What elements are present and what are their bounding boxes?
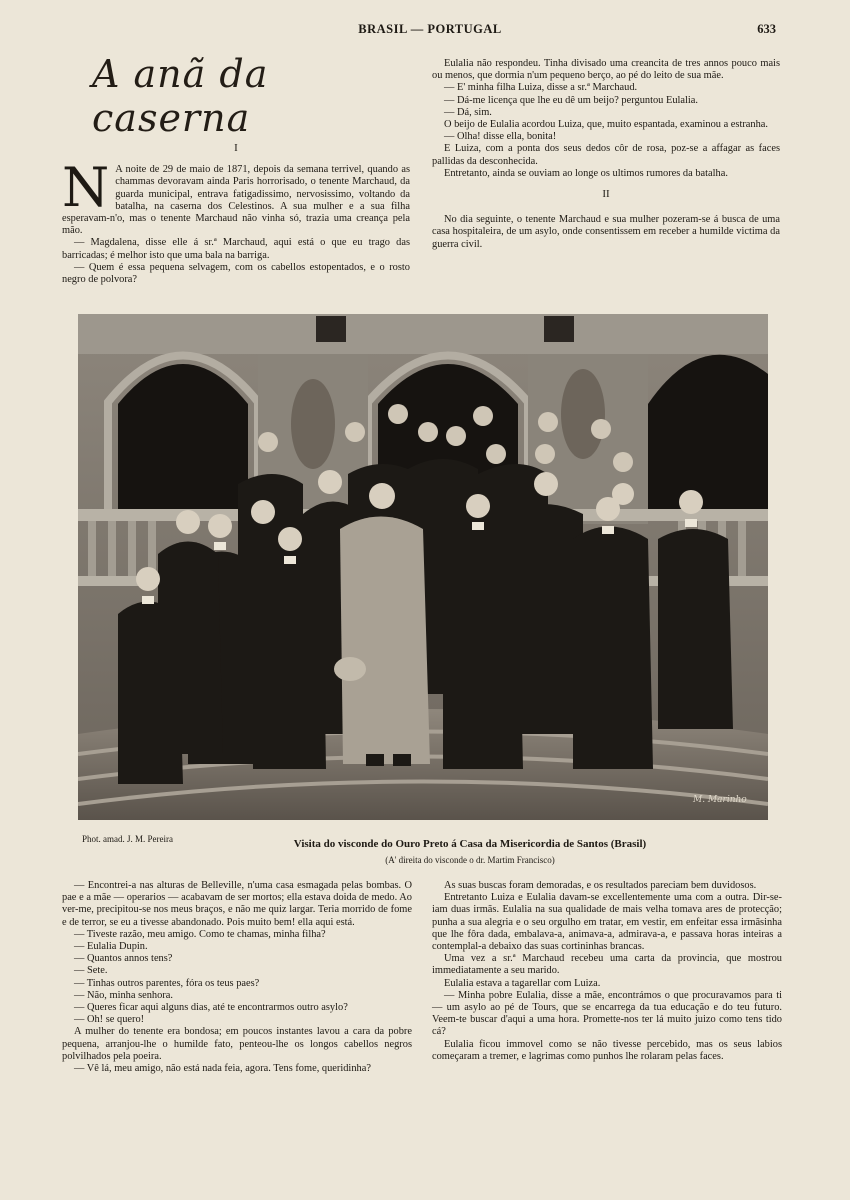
paragraph: — Magdalena, disse elle á sr.ª Marchaud, aqui está o que eu trago das barricadas; é melhor isto que uma bala na barriga. (62, 237, 410, 261)
paragraph: Eulalia ficou immovel como se não tivesse percebido, mas os seus labios começaram a tremer, e lagrimas como punhos lhe rolaram pelas faces. (432, 1038, 782, 1062)
paragraph: — Quem é essa pequena selvagem, com os cabellos estopentados, e o rosto negro de polvora? (62, 261, 410, 286)
photo-credit: Phot. amad. J. M. Pereira (82, 834, 173, 844)
paragraph: As suas buscas foram demoradas, e os resultados pareciam bem duvidosos. (444, 880, 757, 891)
paragraph: O beijo de Eulalia acordou Luiza, que, muito espantada, examinou a estranha. (444, 119, 769, 131)
paragraph: — Não, minha senhora. (74, 989, 173, 1001)
paragraph: — Tinhas outros parentes, fóra os teus paes? (74, 977, 260, 989)
paragraph: — E' minha filha Luiza, disse a sr.ª Marchaud. (444, 82, 638, 94)
paragraph: — Queres ficar aqui alguns dias, até te encontrarmos outro asylo? (74, 1002, 348, 1014)
paragraph: — Dá, sim. (444, 106, 492, 118)
page-number: 633 (757, 22, 776, 36)
paragraph: — Olha! disse ella, bonita! (444, 131, 557, 143)
paragraph: — Eulalia Dupin. (74, 941, 148, 953)
paragraph: — Tiveste razão, meu amigo. Como te chamas, minha filha? (74, 928, 326, 940)
photographer-signature: M. Marinho (693, 795, 747, 805)
paragraph: — Encontrei-a nas alturas de Belleville, n'uma casa esmagada pelas bombas. O pae e a mãe — operarios — acabavam de ser mortos; ella estava doida de medo. Ao ver-me, precipitou-se nos meus braços, e não me quiz largar. Teria morrido de fome e de terror, se eu a tivesse abandonado. Pois muito bem! ella aqui está. (62, 880, 412, 928)
paragraph: — Quantos annos tens? (74, 953, 173, 965)
section-number-2: II (602, 188, 610, 201)
paragraph: — Minha pobre Eulalia, disse a mãe, encontrámos o que procuravamos para ti — um asylo ao pé de Tours, que se encarrega da tua educação e do teu futuro. Veem-te buscar d'aqui a uma hora. Promette-nos ter lá muito juizo como tens tido cá? (432, 989, 782, 1038)
photo-subcaption: (A' direita do visconde o dr. Martim Francisco) (385, 855, 555, 865)
paragraph: Uma vez a sr.ª Marchaud recebeu uma carta da provincia, que mostrou immediatamente a seu marido. (432, 953, 782, 977)
right-column-bottom (432, 880, 782, 1063)
left-column-bottom (62, 880, 412, 1075)
photo-illustration (78, 314, 768, 820)
drop-cap: N (62, 156, 110, 220)
section-number-1: I (234, 142, 238, 154)
paragraph: — Vê lá, meu amigo, não está nada feia, agora. Tens fome, queridinha? (74, 1063, 371, 1075)
paragraph: Eulalia estava a tagarellar com Luiza. (444, 977, 601, 989)
paragraph: Eulalia não respondeu. Tinha divisado uma creancita de tres annos pouco mais ou menos, que dormia n'um pequeno berço, ao pé do leito de sua mãe. (432, 58, 780, 82)
paragraph: — Sete. (74, 965, 108, 977)
story-title: A anã da caserna (92, 52, 269, 140)
photo-caption: Visita do visconde do Ouro Preto á Casa da Misericordia de Santos (Brasil) (293, 838, 647, 850)
left-column-top (62, 136, 410, 286)
paragraph: No dia seguinte, o tenente Marchaud e sua mulher pozeram-se á busca de uma casa hospitaleira, de um asylo, onde consentissem em receber a humilde victima da guerra civil. (432, 214, 780, 250)
paragraph: N A noite de 29 de maio de 1871, depois da semana terrivel, quando as chammas devoravam ainda Paris horrorisado, o tenente Marchaud, da guarda municipal, entrava fatigadissimo, nervosissimo, voltando da batalha, na caserna dos Celestinos. A sua mulher e a sua filha esperavam-n'o, mas o tenente Marchaud não vinha só, trazia uma creança pela mão. (62, 156, 410, 237)
group-photograph (78, 314, 768, 820)
paragraph: A mulher do tenente era bondosa; em poucos instantes lavou a cara da pobre pequena, arranjou-lhe o humilde fato, penteou-lhe os longos cabellos negros polvilhados pela poeira. (62, 1026, 412, 1062)
paragraph: — Dá-me licença que lhe eu dê um beijo? perguntou Eulalia. (444, 94, 698, 106)
page-header (80, 22, 780, 42)
paragraph: E Luiza, com a ponta dos seus dedos côr de rosa, poz-se a affagar as faces pallidas da desconhecida. (432, 143, 780, 167)
right-column-top (432, 58, 780, 251)
running-title: BRASIL — PORTUGAL (358, 22, 502, 36)
paragraph: Entretanto Luiza e Eulalia davam-se excellentemente uma com a outra. Dir-se-iam duas irmãs. Eulalia na sua qualidade de mais velha tomava ares de protecção; punha a sua alegria e o seu orgulho em tratar, em vestir, em enfeitar essa irmãsinha que lhe fôra dada, embalava-a, animava-a, admirava-a, e passava horas inteiras a contemplal-a debaixo das suas cortininhas brancas. (432, 892, 782, 953)
paragraph: Entretanto, ainda se ouviam ao longe os ultimos rumores da batalha. (444, 167, 728, 179)
paragraph: — Oh! se quero! (74, 1014, 145, 1026)
